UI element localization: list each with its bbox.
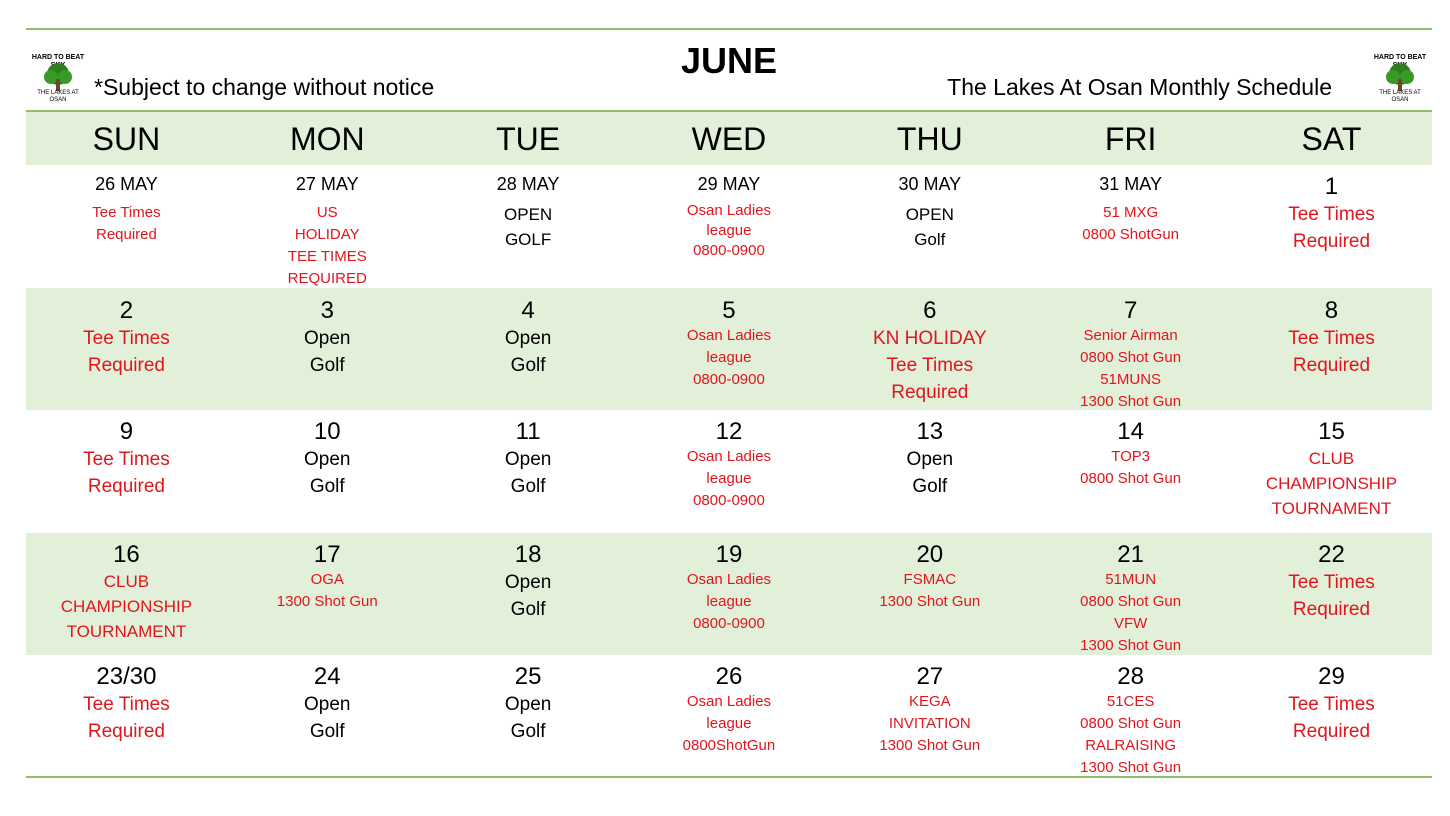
- event-line: Open: [906, 449, 954, 470]
- event-line: OPEN: [905, 205, 954, 224]
- week-row: [26, 288, 1432, 410]
- day-cell: [26, 165, 227, 288]
- event-line: league: [706, 593, 752, 610]
- event-line: league: [706, 715, 752, 732]
- event-line: VFW: [1113, 615, 1148, 632]
- event-line: CHAMPIONSHIP: [1265, 474, 1398, 493]
- event-line: 51MUNS: [1100, 371, 1162, 388]
- event-line: Tee Times: [1288, 204, 1375, 225]
- day-cell: [1030, 655, 1231, 776]
- bottom-rule: [26, 776, 1432, 778]
- event-line: Golf: [510, 476, 546, 497]
- day-cell: [428, 410, 629, 533]
- event-line: Open: [504, 449, 552, 470]
- day-cell: [1231, 533, 1432, 655]
- day-cell: [1231, 288, 1432, 410]
- weekday-sun: SUN: [92, 121, 161, 157]
- day-cell: [428, 288, 629, 410]
- day-cell: [227, 410, 428, 533]
- day-number: 10: [313, 418, 341, 445]
- event-line: 0800 Shot Gun: [1080, 349, 1182, 366]
- weekday-mon: MON: [289, 121, 365, 157]
- day-number: 22: [1318, 541, 1345, 568]
- event-line: Required: [95, 226, 157, 243]
- event-line: CHAMPIONSHIP: [60, 597, 193, 616]
- day-number: 27 MAY: [295, 174, 359, 194]
- event-line: Tee Times: [886, 355, 974, 376]
- event-line: Osan Ladies: [686, 202, 772, 219]
- day-cell: [227, 165, 428, 288]
- event-line: GOLF: [504, 230, 552, 249]
- event-line: CLUB: [1308, 449, 1355, 468]
- day-number: 3: [320, 297, 334, 324]
- event-line: Tee Times: [92, 204, 161, 221]
- event-line: Golf: [912, 476, 948, 497]
- event-line: Tee Times: [83, 449, 170, 470]
- event-line: KEGA: [908, 693, 951, 710]
- day-number: 29: [1318, 663, 1345, 690]
- day-number: 20: [916, 541, 944, 568]
- week-row: [26, 165, 1432, 288]
- week-row: [26, 410, 1432, 533]
- day-number: 5: [722, 297, 736, 324]
- day-number: 2: [119, 297, 134, 324]
- event-line: FSMAC: [903, 571, 957, 588]
- event-line: INVITATION: [888, 715, 971, 732]
- day-number: 29 MAY: [697, 174, 761, 194]
- day-number: 26: [715, 663, 743, 690]
- event-line: HOLIDAY: [294, 226, 360, 243]
- day-number: 4: [521, 297, 535, 324]
- day-number: 31 MAY: [1099, 174, 1162, 194]
- event-line: Open: [304, 694, 351, 715]
- day-number: 26 MAY: [95, 174, 158, 194]
- day-number: 23/30: [96, 663, 157, 690]
- event-line: TOURNAMENT: [1271, 499, 1392, 518]
- day-number: 21: [1117, 541, 1144, 568]
- event-line: 1300 Shot Gun: [1080, 759, 1182, 776]
- event-line: Golf: [309, 355, 345, 376]
- day-number: 16: [113, 541, 140, 568]
- calendar-header: [26, 30, 1432, 110]
- event-line: Required: [87, 476, 165, 497]
- day-cell: [26, 288, 227, 410]
- event-line: OGA: [310, 571, 344, 588]
- day-cell: [629, 533, 830, 655]
- day-cell: [829, 165, 1030, 288]
- week-row: [26, 655, 1432, 776]
- day-cell: [1231, 655, 1432, 776]
- weekday-thu: THU: [896, 121, 963, 157]
- event-line: Open: [504, 694, 552, 715]
- event-line: Tee Times: [83, 694, 170, 715]
- day-cell: [227, 533, 428, 655]
- day-number: 1: [1324, 173, 1339, 200]
- calendar-grid: [26, 112, 1432, 776]
- event-line: Tee Times: [1288, 694, 1375, 715]
- event-line: Required: [87, 355, 165, 376]
- day-number: 7: [1123, 297, 1138, 324]
- day-number: 24: [313, 663, 341, 690]
- event-line: 0800-0900: [693, 371, 765, 388]
- day-cell: [227, 288, 428, 410]
- day-cell: [1030, 410, 1231, 533]
- event-line: 1300 Shot Gun: [879, 737, 981, 754]
- day-cell: [1231, 165, 1432, 288]
- day-cell: [629, 165, 830, 288]
- day-number: 15: [1318, 418, 1345, 445]
- event-line: Osan Ladies: [686, 327, 772, 344]
- event-line: Golf: [510, 355, 546, 376]
- event-line: 0800 Shot Gun: [1080, 470, 1182, 487]
- event-line: KN HOLIDAY: [872, 328, 987, 349]
- day-cell: [1030, 288, 1231, 410]
- day-number: 27: [916, 663, 944, 690]
- event-line: 51 MXG: [1103, 204, 1159, 221]
- event-line: TOURNAMENT: [66, 622, 187, 641]
- event-line: 0800-0900: [693, 615, 765, 632]
- event-line: TOP3: [1111, 448, 1151, 465]
- day-number: 6: [923, 297, 937, 324]
- day-number: 28: [1117, 663, 1144, 690]
- schedule-title: The Lakes At Osan Monthly Schedule: [947, 74, 1332, 100]
- day-number: 28 MAY: [496, 174, 560, 194]
- weekday-header-row: [26, 112, 1432, 165]
- event-line: Required: [1292, 355, 1371, 376]
- day-number: 14: [1117, 418, 1144, 445]
- event-line: Golf: [510, 721, 546, 742]
- event-line: RALRAISING: [1085, 737, 1177, 754]
- logo-top-text: HARD TO BEAT: [31, 54, 85, 61]
- event-line: Open: [304, 449, 351, 470]
- event-line: Senior Airman: [1083, 327, 1178, 344]
- event-line: Open: [304, 328, 351, 349]
- weekday-sat: SAT: [1301, 121, 1362, 157]
- event-line: Osan Ladies: [686, 571, 772, 588]
- day-number: 18: [514, 541, 542, 568]
- event-line: TEE TIMES: [287, 248, 367, 265]
- event-line: 1300 Shot Gun: [1080, 637, 1182, 654]
- day-number: 17: [313, 541, 341, 568]
- logo-top-text: HARD TO BEAT: [1373, 54, 1427, 61]
- event-line: Open: [504, 572, 552, 593]
- event-line: Required: [87, 721, 165, 742]
- event-line: 1300 Shot Gun: [276, 593, 378, 610]
- club-logo-right: [1372, 54, 1428, 104]
- day-cell: [629, 288, 830, 410]
- event-line: Required: [1292, 231, 1371, 252]
- day-cell: [428, 165, 629, 288]
- day-cell: [1030, 533, 1231, 655]
- day-cell: [428, 533, 629, 655]
- event-line: CLUB: [103, 572, 150, 591]
- day-cell: [1231, 410, 1432, 533]
- event-line: Tee Times: [1288, 328, 1375, 349]
- day-cell: [227, 655, 428, 776]
- event-line: OPEN: [504, 205, 553, 224]
- day-cell: [829, 288, 1030, 410]
- event-line: Osan Ladies: [686, 693, 772, 710]
- event-line: Open: [504, 328, 552, 349]
- day-number: 12: [715, 418, 743, 445]
- event-line: 0800ShotGun: [682, 737, 776, 754]
- logo-bottom-text: THE LAKES AT OSAN: [37, 90, 79, 103]
- day-cell: [26, 533, 227, 655]
- day-cell: [629, 655, 830, 776]
- day-number: 25: [514, 663, 542, 690]
- event-line: 1300 Shot Gun: [879, 593, 981, 610]
- day-number: 11: [515, 418, 541, 445]
- day-cell: [829, 533, 1030, 655]
- event-line: Required: [1292, 599, 1371, 620]
- event-line: 0800 ShotGun: [1082, 226, 1180, 243]
- day-number: 13: [916, 418, 944, 445]
- event-line: Tee Times: [83, 328, 170, 349]
- event-line: league: [706, 470, 752, 487]
- event-line: 0800 Shot Gun: [1080, 715, 1182, 732]
- event-line: 51MUN: [1105, 571, 1157, 588]
- event-line: league: [706, 349, 752, 366]
- event-line: 0800 Shot Gun: [1080, 593, 1182, 610]
- day-cell: [26, 410, 227, 533]
- day-cell: [1030, 165, 1231, 288]
- day-number: 30 MAY: [898, 174, 962, 194]
- day-number: 9: [119, 418, 134, 445]
- event-line: 0800-0900: [693, 492, 765, 509]
- event-line: Osan Ladies: [686, 448, 772, 465]
- logo-bottom-text: THE LAKES AT OSAN: [1379, 90, 1421, 103]
- event-line: 0800-0900: [693, 242, 765, 259]
- change-notice: *Subject to change without notice: [94, 74, 435, 100]
- event-line: 51CES: [1106, 693, 1155, 710]
- event-line: Golf: [309, 721, 345, 742]
- day-number: 8: [1324, 297, 1339, 324]
- day-cell: [629, 410, 830, 533]
- weekday-wed: WED: [691, 121, 767, 157]
- event-line: Golf: [309, 476, 345, 497]
- event-line: Golf: [510, 599, 546, 620]
- day-cell: [829, 410, 1030, 533]
- event-line: Tee Times: [1288, 572, 1375, 593]
- event-line: 1300 Shot Gun: [1080, 393, 1182, 410]
- event-line: REQUIRED: [287, 270, 367, 287]
- weekday-fri: FRI: [1104, 121, 1157, 157]
- event-line: US: [316, 204, 338, 221]
- week-row: [26, 533, 1432, 655]
- event-line: Required: [891, 382, 969, 403]
- day-cell: [428, 655, 629, 776]
- day-number: 19: [715, 541, 743, 568]
- event-line: league: [706, 222, 752, 239]
- weekday-tue: TUE: [496, 121, 561, 157]
- event-line: Required: [1292, 721, 1371, 742]
- month-title: JUNE: [680, 40, 778, 81]
- day-cell: [829, 655, 1030, 776]
- day-cell: [26, 655, 227, 776]
- event-line: Golf: [914, 230, 946, 249]
